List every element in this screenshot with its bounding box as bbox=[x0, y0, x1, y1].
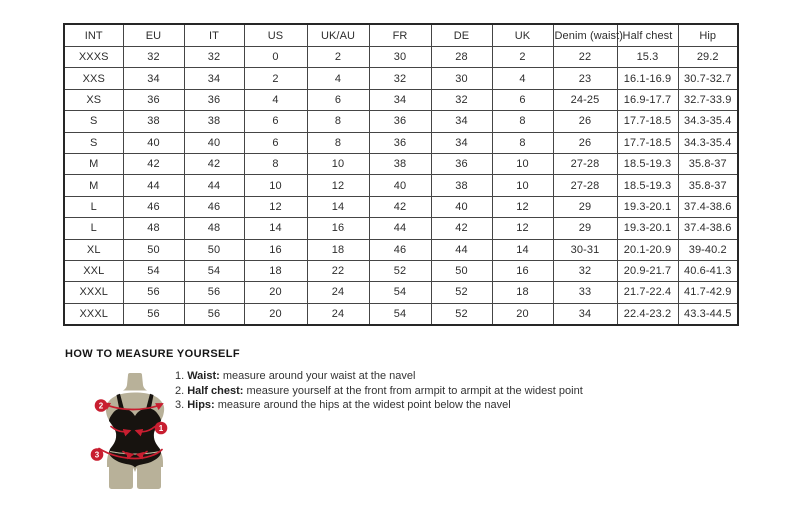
measure-steps bbox=[175, 369, 583, 413]
table-cell: 50 bbox=[123, 239, 184, 260]
table-cell: XXS bbox=[64, 68, 123, 89]
table-cell: 12 bbox=[492, 196, 553, 217]
table-cell: 29.2 bbox=[678, 47, 738, 68]
table-cell: 36 bbox=[123, 89, 184, 110]
table-cell: 36 bbox=[431, 153, 492, 174]
table-row bbox=[64, 132, 738, 153]
table-cell: 46 bbox=[369, 239, 431, 260]
table-cell: 22.4-23.2 bbox=[617, 303, 678, 324]
table-cell: 26 bbox=[553, 111, 617, 132]
table-cell: 4 bbox=[307, 68, 369, 89]
table-cell: 29 bbox=[553, 218, 617, 239]
table-cell: 27-28 bbox=[553, 175, 617, 196]
table-cell: 10 bbox=[492, 153, 553, 174]
table-cell: 32.7-33.9 bbox=[678, 89, 738, 110]
table-cell: 38 bbox=[431, 175, 492, 196]
table-cell: 36 bbox=[369, 111, 431, 132]
table-row bbox=[64, 47, 738, 68]
table-cell: 26 bbox=[553, 132, 617, 153]
table-cell: 20 bbox=[244, 303, 307, 324]
table-cell: XL bbox=[64, 239, 123, 260]
table-cell: 42 bbox=[123, 153, 184, 174]
table-cell: 12 bbox=[307, 175, 369, 196]
column-header: US bbox=[244, 24, 307, 47]
table-cell: 44 bbox=[369, 218, 431, 239]
table-cell: 32 bbox=[431, 89, 492, 110]
table-cell: 29 bbox=[553, 196, 617, 217]
table-cell: 32 bbox=[123, 47, 184, 68]
table-cell: 8 bbox=[307, 111, 369, 132]
table-cell: 38 bbox=[369, 153, 431, 174]
table-cell: 42 bbox=[184, 153, 244, 174]
table-cell: 10 bbox=[492, 175, 553, 196]
table-cell: 46 bbox=[123, 196, 184, 217]
table-cell: 37.4-38.6 bbox=[678, 196, 738, 217]
column-header: UK bbox=[492, 24, 553, 47]
table-cell: 32 bbox=[553, 260, 617, 281]
table-cell: 24 bbox=[307, 282, 369, 303]
table-cell: 50 bbox=[184, 239, 244, 260]
table-row bbox=[64, 153, 738, 174]
table-cell: 36 bbox=[184, 89, 244, 110]
step-text: measure yourself at the front from armpit to armpit at the widest point bbox=[243, 384, 583, 397]
table-cell: 56 bbox=[123, 282, 184, 303]
table-cell: 34 bbox=[431, 132, 492, 153]
table-cell: 20 bbox=[492, 303, 553, 324]
table-row bbox=[64, 89, 738, 110]
column-header: FR bbox=[369, 24, 431, 47]
table-cell: 19.3-20.1 bbox=[617, 196, 678, 217]
table-cell: 34.3-35.4 bbox=[678, 132, 738, 153]
table-cell: 48 bbox=[123, 218, 184, 239]
step-text: measure around the hips at the widest point below the navel bbox=[214, 399, 511, 412]
column-header: DE bbox=[431, 24, 492, 47]
table-cell: L bbox=[64, 218, 123, 239]
table-cell: 6 bbox=[244, 111, 307, 132]
table-cell: 44 bbox=[123, 175, 184, 196]
table-cell: 16 bbox=[307, 218, 369, 239]
table-cell: 20.9-21.7 bbox=[617, 260, 678, 281]
badge-number-2: 2 bbox=[98, 401, 104, 411]
column-header: IT bbox=[184, 24, 244, 47]
measure-step-waist bbox=[175, 369, 583, 384]
table-cell: 40 bbox=[184, 132, 244, 153]
table-cell: 21.7-22.4 bbox=[617, 282, 678, 303]
badge-number-3: 3 bbox=[94, 450, 100, 460]
step-label: Hips: bbox=[187, 399, 215, 412]
table-cell: 18.5-19.3 bbox=[617, 153, 678, 174]
table-cell: 8 bbox=[307, 132, 369, 153]
table-cell: 18 bbox=[492, 282, 553, 303]
step-label: Half chest: bbox=[187, 384, 244, 397]
step-text: measure around your waist at the navel bbox=[219, 370, 416, 382]
table-row bbox=[64, 239, 738, 260]
table-cell: 16 bbox=[492, 260, 553, 281]
mannequin-illustration bbox=[85, 371, 170, 491]
table-cell: 34 bbox=[553, 303, 617, 324]
table-cell: S bbox=[64, 111, 123, 132]
table-cell: 20 bbox=[244, 282, 307, 303]
table-cell: 40 bbox=[369, 175, 431, 196]
table-cell: 8 bbox=[492, 132, 553, 153]
table-cell: 54 bbox=[369, 303, 431, 324]
table-cell: S bbox=[64, 132, 123, 153]
table-cell: 48 bbox=[184, 218, 244, 239]
table-cell: M bbox=[64, 175, 123, 196]
table-cell: 34 bbox=[431, 111, 492, 132]
table-cell: 54 bbox=[184, 260, 244, 281]
table-cell: 54 bbox=[369, 282, 431, 303]
step-number: 3. bbox=[175, 399, 185, 412]
table-cell: 41.7-42.9 bbox=[678, 282, 738, 303]
table-cell: 14 bbox=[492, 239, 553, 260]
table-cell: 44 bbox=[431, 239, 492, 260]
table-cell: 19.3-20.1 bbox=[617, 218, 678, 239]
table-cell: 15.3 bbox=[617, 47, 678, 68]
table-cell: 2 bbox=[244, 68, 307, 89]
table-cell: 35.8-37 bbox=[678, 153, 738, 174]
measure-title: HOW TO MEASURE YOURSELF bbox=[65, 348, 241, 360]
mannequin-neck bbox=[123, 373, 147, 391]
table-cell: 22 bbox=[553, 47, 617, 68]
table-cell: 30 bbox=[369, 47, 431, 68]
table-cell: L bbox=[64, 196, 123, 217]
table-cell: 28 bbox=[431, 47, 492, 68]
table-cell: 23 bbox=[553, 68, 617, 89]
table-cell: 6 bbox=[492, 89, 553, 110]
table-cell: 52 bbox=[431, 282, 492, 303]
table-cell: XXXL bbox=[64, 282, 123, 303]
table-cell: 54 bbox=[123, 260, 184, 281]
table-cell: 22 bbox=[307, 260, 369, 281]
table-row bbox=[64, 111, 738, 132]
table-row bbox=[64, 282, 738, 303]
table-cell: 38 bbox=[123, 111, 184, 132]
table-cell: 32 bbox=[184, 47, 244, 68]
table-cell: XXXL bbox=[64, 303, 123, 324]
column-header: INT bbox=[64, 24, 123, 47]
header-row bbox=[64, 24, 738, 47]
table-cell: 38 bbox=[184, 111, 244, 132]
table-cell: 12 bbox=[492, 218, 553, 239]
table-cell: 6 bbox=[307, 89, 369, 110]
table-cell: 24 bbox=[307, 303, 369, 324]
table-cell: 8 bbox=[244, 153, 307, 174]
table-cell: 33 bbox=[553, 282, 617, 303]
column-header: UK/AU bbox=[307, 24, 369, 47]
table-cell: 14 bbox=[244, 218, 307, 239]
table-cell: 56 bbox=[184, 303, 244, 324]
table-row bbox=[64, 260, 738, 281]
table-cell: 42 bbox=[369, 196, 431, 217]
column-header: Half chest bbox=[617, 24, 678, 47]
column-header: EU bbox=[123, 24, 184, 47]
table-cell: 40.6-41.3 bbox=[678, 260, 738, 281]
table-cell: M bbox=[64, 153, 123, 174]
table-cell: 34 bbox=[369, 89, 431, 110]
table-cell: 32 bbox=[369, 68, 431, 89]
table-cell: 40 bbox=[123, 132, 184, 153]
table-cell: XXXS bbox=[64, 47, 123, 68]
table-cell: 52 bbox=[369, 260, 431, 281]
table-cell: 4 bbox=[244, 89, 307, 110]
table-cell: 30-31 bbox=[553, 239, 617, 260]
table-cell: 30.7-32.7 bbox=[678, 68, 738, 89]
table-cell: 10 bbox=[244, 175, 307, 196]
step-number: 1. bbox=[175, 370, 185, 382]
table-cell: 42 bbox=[431, 218, 492, 239]
table-cell: 6 bbox=[244, 132, 307, 153]
table-cell: 2 bbox=[307, 47, 369, 68]
table-cell: 10 bbox=[307, 153, 369, 174]
table-cell: 0 bbox=[244, 47, 307, 68]
table-cell: 18.5-19.3 bbox=[617, 175, 678, 196]
table-cell: 43.3-44.5 bbox=[678, 303, 738, 324]
table-cell: 52 bbox=[431, 303, 492, 324]
table-row bbox=[64, 175, 738, 196]
table-cell: 17.7-18.5 bbox=[617, 111, 678, 132]
table-cell: 2 bbox=[492, 47, 553, 68]
table-cell: 16.9-17.7 bbox=[617, 89, 678, 110]
table-cell: 20.1-20.9 bbox=[617, 239, 678, 260]
table-cell: 35.8-37 bbox=[678, 175, 738, 196]
table-cell: 37.4-38.6 bbox=[678, 218, 738, 239]
table-cell: 16.1-16.9 bbox=[617, 68, 678, 89]
measure-step-half-chest bbox=[175, 384, 583, 399]
table-cell: 36 bbox=[369, 132, 431, 153]
table-cell: 40 bbox=[431, 196, 492, 217]
table-cell: 18 bbox=[307, 239, 369, 260]
column-header: Hip bbox=[678, 24, 738, 47]
table-cell: XS bbox=[64, 89, 123, 110]
table-row bbox=[64, 68, 738, 89]
mannequin-right-leg bbox=[137, 461, 161, 489]
table-row bbox=[64, 303, 738, 324]
step-number: 2. bbox=[175, 384, 185, 397]
table-cell: 46 bbox=[184, 196, 244, 217]
table-cell: 39-40.2 bbox=[678, 239, 738, 260]
table-cell: 44 bbox=[184, 175, 244, 196]
table-cell: XXL bbox=[64, 260, 123, 281]
mannequin-left-leg bbox=[109, 461, 133, 489]
size-chart-section bbox=[63, 23, 737, 326]
table-cell: 14 bbox=[307, 196, 369, 217]
table-cell: 34 bbox=[184, 68, 244, 89]
table-cell: 16 bbox=[244, 239, 307, 260]
table-cell: 56 bbox=[184, 282, 244, 303]
table-cell: 30 bbox=[431, 68, 492, 89]
table-cell: 8 bbox=[492, 111, 553, 132]
table-cell: 34 bbox=[123, 68, 184, 89]
table-cell: 24-25 bbox=[553, 89, 617, 110]
table-cell: 56 bbox=[123, 303, 184, 324]
table-cell: 4 bbox=[492, 68, 553, 89]
table-cell: 34.3-35.4 bbox=[678, 111, 738, 132]
table-cell: 17.7-18.5 bbox=[617, 132, 678, 153]
badge-number-1: 1 bbox=[158, 423, 164, 433]
table-cell: 12 bbox=[244, 196, 307, 217]
measure-step-hips bbox=[175, 398, 583, 413]
table-cell: 27-28 bbox=[553, 153, 617, 174]
table-row bbox=[64, 196, 738, 217]
table-cell: 18 bbox=[244, 260, 307, 281]
table-cell: 50 bbox=[431, 260, 492, 281]
step-label: Waist: bbox=[187, 370, 220, 382]
table-row bbox=[64, 218, 738, 239]
size-table bbox=[63, 23, 739, 326]
column-header: Denim (waist) bbox=[553, 24, 617, 47]
